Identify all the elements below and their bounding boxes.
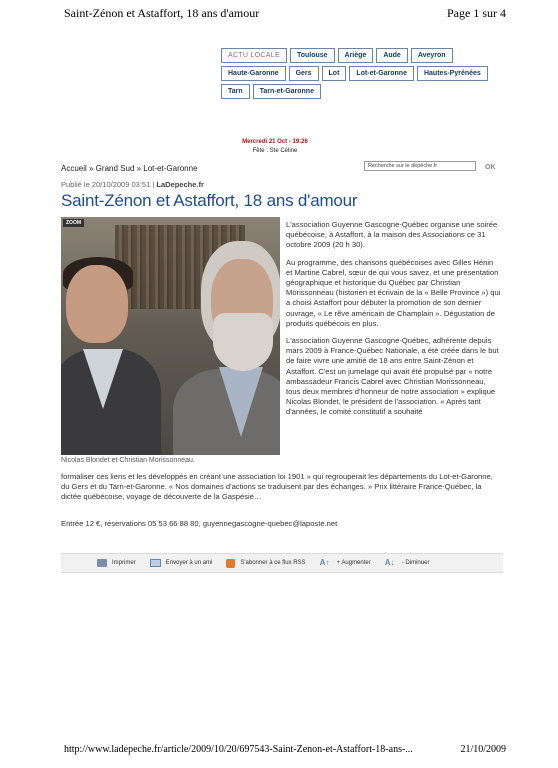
print-footer xyxy=(64,744,506,755)
nav-row xyxy=(221,84,501,99)
nav-link-lot[interactable]: Lot xyxy=(322,66,347,81)
nav-link-lot-et-garonne[interactable]: Lot-et-Garonne xyxy=(349,66,414,81)
font-size-down-icon: A↓ xyxy=(384,558,395,567)
font-size-up-icon: A↑ xyxy=(319,558,330,567)
print-header-page: Page 1 sur 4 xyxy=(447,6,506,20)
print-header xyxy=(64,6,506,21)
current-date: Mercredi 21 Oct - 19:26 xyxy=(242,139,308,145)
search-ok-button[interactable]: OK xyxy=(485,164,496,171)
nav-link-gers[interactable]: Gers xyxy=(289,66,319,81)
envelope-icon xyxy=(150,559,161,567)
increase-font-button[interactable] xyxy=(320,559,371,567)
article-paragraph: Au programme, des chansons québécoises avec Gilles Hénin et Martine Cabrel, sœur de qui vous savez, et une présentation géographique et historique du Québec par Christian Morissonneau (historien et écrivain de la « Belle Province ») qui a choisi Astaffort pour débuter la promotion de son dernier ouvrage, « Le rêve américain de Champlain ». Dégustation de produits québécois en plus. xyxy=(286,257,501,328)
nav-actu-locale-label: ACTU LOCALE xyxy=(221,48,287,63)
nav-link-tarn-et-garonne[interactable]: Tarn-et-Garonne xyxy=(253,84,321,99)
nav-link-hautes-pyrenees[interactable]: Hautes-Pyrénées xyxy=(417,66,488,81)
photo-person-left-face xyxy=(66,265,128,343)
nav-link-aveyron[interactable]: Aveyron xyxy=(411,48,453,63)
print-footer-url: http://www.ladepeche.fr/article/2009/10/20/697543-Saint-Zenon-et-Astaffort-18-ans-... xyxy=(64,744,413,755)
nav-link-haute-garonne[interactable]: Haute-Garonne xyxy=(221,66,286,81)
send-to-friend-button[interactable] xyxy=(150,559,213,567)
nav-link-tarn[interactable]: Tarn xyxy=(221,84,250,99)
nav-link-aude[interactable]: Aude xyxy=(376,48,408,63)
print-label: Imprimer xyxy=(112,560,136,566)
print-header-title: Saint-Zénon et Astaffort, 18 ans d'amour xyxy=(64,6,260,20)
photo-caption: Nicolas Blondet et Christian Morissonneau. xyxy=(61,457,195,464)
zoom-button[interactable]: ZOOM xyxy=(63,219,84,227)
article-meta xyxy=(61,180,204,189)
article-body xyxy=(286,220,501,425)
decrease-font-label: - Diminuer xyxy=(401,560,430,566)
print-footer-date: 21/10/2009 xyxy=(460,744,506,755)
nav-row xyxy=(221,66,501,81)
article-paragraph: L'association Guyenne Gascogne-Québec, adhérente depuis mars 2009 à France-Québec Nationale, a été créée dans le but de faire vivre une amitié de 18 ans entre Saint-Zénon et Astaffort. C'est un jumelage qui avait été propulsé par « notre ambassadeur Francis Cabrel avec Christian Morissonneau, tous deux membres d'honneur de notre association » explique Nicolas Blondet, le président de l'association. « Après tant d'années, le comité constitutif a souhaité xyxy=(286,336,499,417)
feast-day: Fête : Ste Céline xyxy=(252,148,298,154)
photo-person-right-beard xyxy=(213,313,273,371)
printer-icon xyxy=(97,559,107,567)
nav-link-toulouse[interactable]: Toulouse xyxy=(290,48,335,63)
article-toolbar xyxy=(61,553,503,573)
print-button[interactable] xyxy=(97,559,136,567)
article-continuation: formaliser ces liens et les développés en créant une association loi 1901 » qui regrouperait les départements du Lot-et-Garonne, du Gers et du Tarn-et-Garonne. « Nos domaines d'actions se traduisent par des échanges. » Prix littéraire France-Québec, la dictée québécoise, voyage de découverte de la Gaspésie… xyxy=(61,472,493,502)
article-title: Saint-Zénon et Astaffort, 18 ans d'amour xyxy=(61,191,358,210)
increase-font-label: + Augmenter xyxy=(336,560,371,566)
article-paragraph: L'association Guyenne Gascogne-Québec organise une soirée québécoise, à Astaffort, à la maison des Associations ce 31 octobre 2009 (20 h 30). xyxy=(286,220,498,250)
send-label: Envoyer à un ami xyxy=(165,560,213,566)
rss-label: S'abonner à ce flux RSS xyxy=(240,560,306,566)
search-input[interactable]: Recherche sur le dépêche.fr xyxy=(364,161,476,171)
publish-date: Publié le 20/10/2009 03:51 | xyxy=(61,180,157,189)
nav-row xyxy=(221,48,501,63)
source-label: LaDepeche.fr xyxy=(156,180,204,189)
rss-subscribe-button[interactable] xyxy=(226,559,305,568)
decrease-font-button[interactable] xyxy=(385,559,430,567)
date-block xyxy=(200,138,350,156)
rss-icon xyxy=(226,559,235,568)
article-photo[interactable] xyxy=(61,217,280,455)
article-contact: Entrée 12 €, réservations 05 53 66 88 80, guyennegascogne-quebec@laposte.net xyxy=(61,519,338,528)
nav-link-ariege[interactable]: Ariège xyxy=(338,48,374,63)
breadcrumb[interactable]: Accueil » Grand Sud » Lot-et-Garonne xyxy=(61,164,198,173)
region-nav xyxy=(221,48,501,102)
